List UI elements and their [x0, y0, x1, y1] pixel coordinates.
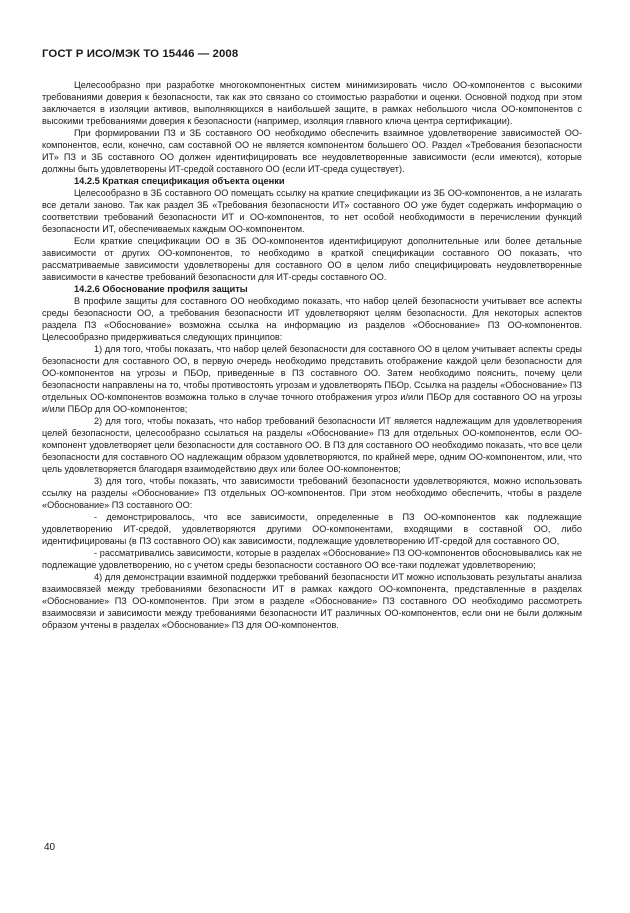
section-heading: 14.2.5 Краткая спецификация объекта оценки [74, 176, 285, 186]
document-body [42, 79, 582, 631]
section-heading: 14.2.6 Обоснование профиля защиты [74, 284, 248, 294]
paragraph: В профиле защиты для составного ОО необходимо показать, что набор целей безопасности учитывает все аспекты среды безопасности ОО, а требования безопасности ИТ удовлетворяют целям безопасности. Для некоторых аспектов раздела ПЗ «Обоснование» возможна ссылка на информацию из разделов «Обоснование» ПЗ ОО-компонентов. Целесообразно придерживаться следующих принципов: [42, 296, 582, 342]
list-item: 2) для того, чтобы показать, что набор требований безопасности ИТ является надлежащим для удовлетворения целей безопасности, целесообразно ссылаться на разделы «Обоснование» ПЗ для отдельных ОО-компонентов, если ОО-компонент удовлетворяет цели безопасности для составного ОО. В ПЗ для составного ОО необходимо показать, что все цели безопасности для составного ОО надлежащим образом удовлетворяются, по крайней мере, одним ОО-компонентом, или, что цель удовлетворяется благодаря взаимодействию двух или более ОО-компонентов; [42, 416, 582, 474]
list-item: 3) для того, чтобы показать, что зависимости требований безопасности удовлетворяются, можно использовать ссылку на разделы «Обоснование» ПЗ отдельных ОО-компонентов. При этом необходимо обеспечить, чтобы в разделе «Обоснование» ПЗ составного ОО: [42, 476, 582, 510]
list-item: 4) для демонстрации взаимной поддержки требований безопасности ИТ можно использовать результаты анализа взаимосвязей между требованиями безопасности ИТ в рамках каждого ОО-компонента, представленные в разделах «Обоснование» ПЗ ОО-компонентов. При этом в разделе «Обоснование» ПЗ составного ОО необходимо рассмотреть взаимосвязи и зависимости между требованиями безопасности ИТ различных ОО-компонентов, если они не были должным образом учтены в разделах «Обоснование» ПЗ для ОО-компонентов. [42, 572, 582, 630]
sub-list-item: - демонстрировалось, что все зависимости, определенные в ПЗ ОО-компонентов как подлежащие удовлетворению ИТ-средой, удовлетворяются другими ОО-компонентами, входящими в составной ОО, либо идентифицированы (в ПЗ составного ОО) как зависимости, подлежащие удовлетворению ИТ-средой для составного ОО, [42, 512, 582, 546]
paragraph: При формировании ПЗ и ЗБ составного ОО необходимо обеспечить взаимное удовлетворение зависимостей ОО-компонентов, если, конечно, сам составной ОО не является компонентом большего ОО. Раздел «Требования безопасности ИТ» ПЗ и ЗБ составного ОО должен идентифицировать все неудовлетворенные зависимости (если имеются), которые должны быть удовлетворены ИТ-средой составного ОО (если ИТ-среда существует). [42, 128, 582, 174]
document-header: ГОСТ Р ИСО/МЭК ТО 15446 — 2008 [42, 48, 239, 60]
page-number: 40 [44, 842, 56, 853]
paragraph: Если краткие спецификации ОО в ЗБ ОО-компонентов идентифицируют дополнительные или более детальные зависимости от других ОО-компонентов, то необходимо в краткой спецификации составного ОО показать, что рассматриваемые зависимости удовлетворены для составного ОО в целом либо специфицировать неудовлетворенные зависимости в качестве требований безопасности для ИТ-среды составного ОО. [42, 236, 582, 282]
sub-list-item: - рассматривались зависимости, которые в разделах «Обоснование» ПЗ ОО-компонентов обосновывались как не подлежащие удовлетворению, но с учетом среды безопасности составного ОО все-таки подлежат удовлетворению; [42, 548, 582, 570]
paragraph: Целесообразно в ЗБ составного ОО помещать ссылку на краткие спецификации из ЗБ ОО-компонентов, а не излагать все детали заново. Так как раздел ЗБ «Требования безопасности ИТ» составного ОО уже будет содержать информацию о соответствии требований безопасности ИТ и ОО-компонентов, то нет особой необходимости в перечислении функций безопасности ИТ, обеспечиваемых каждым ОО-компонентом. [42, 188, 582, 234]
list-item: 1) для того, чтобы показать, что набор целей безопасности для составного ОО в целом учитывает аспекты среды безопасности для составного ОО, в первую очередь необходимо представить отображение каждой цели безопасности для ОО-компонентов на угрозы и ПБОр, приведенные в ПЗ составного ОО. Затем необходимо пояснить, почему цели безопасности направлены на то, чтобы противостоять угрозам и удовлетворять ПБОр. Ссылка на разделы «Обоснование» ПЗ отдельных ОО-компонентов возможна только в случае точного отображения угроз и/или ПБОр для составного ОО на угрозы и/или ПБОр для ОО-компонентов; [42, 344, 582, 414]
paragraph: Целесообразно при разработке многокомпонентных систем минимизировать число ОО-компонентов с высокими требованиями доверия к безопасности, так как это связано со стоимостью разработки и оценки. Основной подход при этом заключается в изоляции активов, выполняющихся в наибольшей защите, в рамках небольшого числа ОО-компонентов с высокими требованиями доверия к безопасности (например, изоляция главного ключа центра сертификации). [42, 80, 582, 126]
